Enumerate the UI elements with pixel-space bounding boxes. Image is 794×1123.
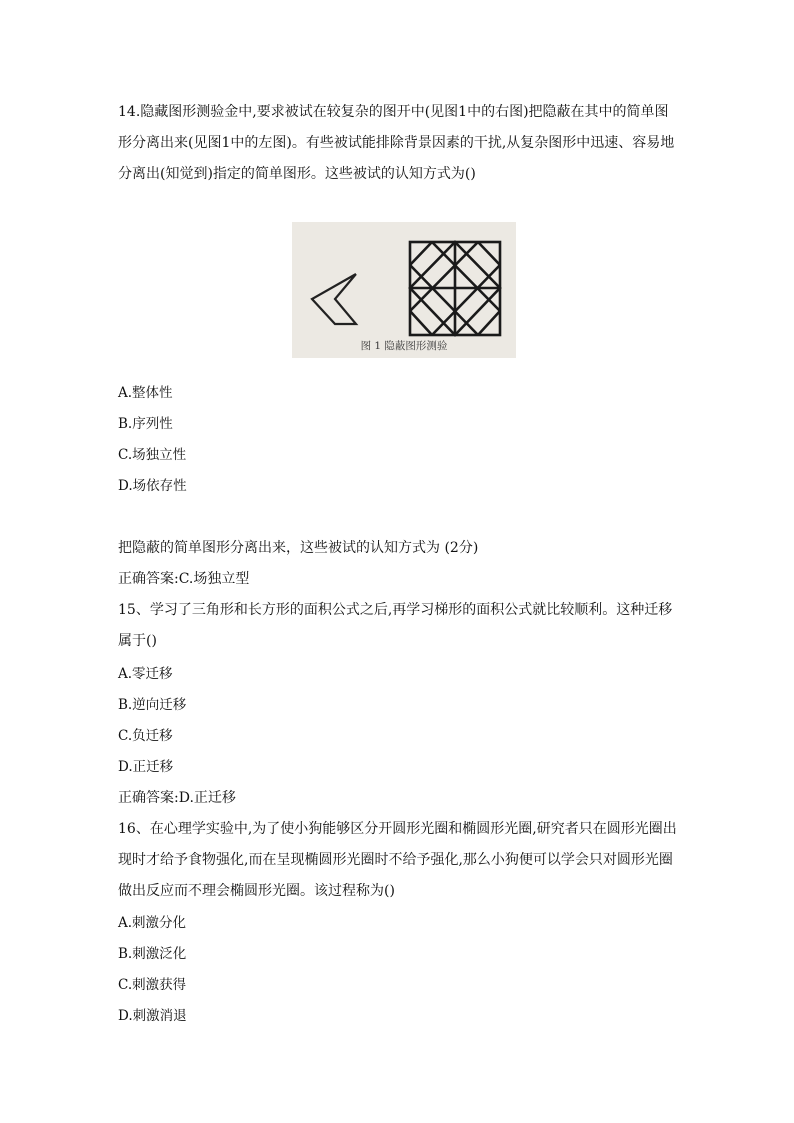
q16-option-b: B.刺激泛化 (118, 946, 187, 962)
simple-chevron-shape (312, 274, 356, 324)
q15-option-a: A.零迁移 (118, 666, 173, 682)
q16-option-c: C.刺激获得 (118, 977, 187, 993)
figure-caption: 图 1 隐蔽图形测验 (360, 340, 448, 352)
q15-option-b: B.逆向迁移 (118, 697, 187, 713)
q16-option-d: D.刺激消退 (118, 1008, 187, 1024)
q15-stem: 15、学习了三角形和长方形的面积公式之后,再学习梯形的面积公式就比较顺利。这种迁移属于() (118, 602, 673, 649)
q15-option-d: D.正迁移 (118, 759, 174, 775)
q14-option-b: B.序列性 (118, 416, 173, 432)
q14-option-a: A.整体性 (118, 385, 173, 401)
q14-summary: 把隐蔽的简单图形分离出来，这些被试的认知方式为 (2分) (118, 540, 479, 556)
q16-option-a: A.刺激分化 (118, 915, 187, 931)
q14-option-d: D.场依存性 (118, 478, 187, 494)
q15-answer: 正确答案:D.正迁移 (118, 790, 236, 806)
hidden-figure-drawing (292, 222, 516, 358)
q14-answer: 正确答案:C.场独立型 (118, 571, 250, 587)
complex-grid-figure (410, 242, 500, 335)
hidden-figure-test-image (292, 222, 516, 358)
q14-stem: 14.隐藏图形测验金中,要求被试在较复杂的图开中(见图1中的右图)把隐蔽在其中的简单图形分离出来(见图1中的左图)。有些被试能排除背景因素的干扰,从复杂图形中迅速、容易地分离出(知觉到)指定的简单图形。这些被试的认知方式为() (118, 104, 675, 182)
q14-option-c: C.场独立性 (118, 447, 187, 463)
q15-option-c: C.负迁移 (118, 728, 173, 744)
q16-stem: 16、在心理学实验中,为了使小狗能够区分开圆形光圈和椭圆形光圈,研究者只在圆形光圈出现时才给予食物强化,而在呈现椭圆形光圈时不给予强化,那么小狗便可以学会只对圆形光圈做出反应而不理会椭圆形光圈。该过程称为() (118, 821, 677, 899)
